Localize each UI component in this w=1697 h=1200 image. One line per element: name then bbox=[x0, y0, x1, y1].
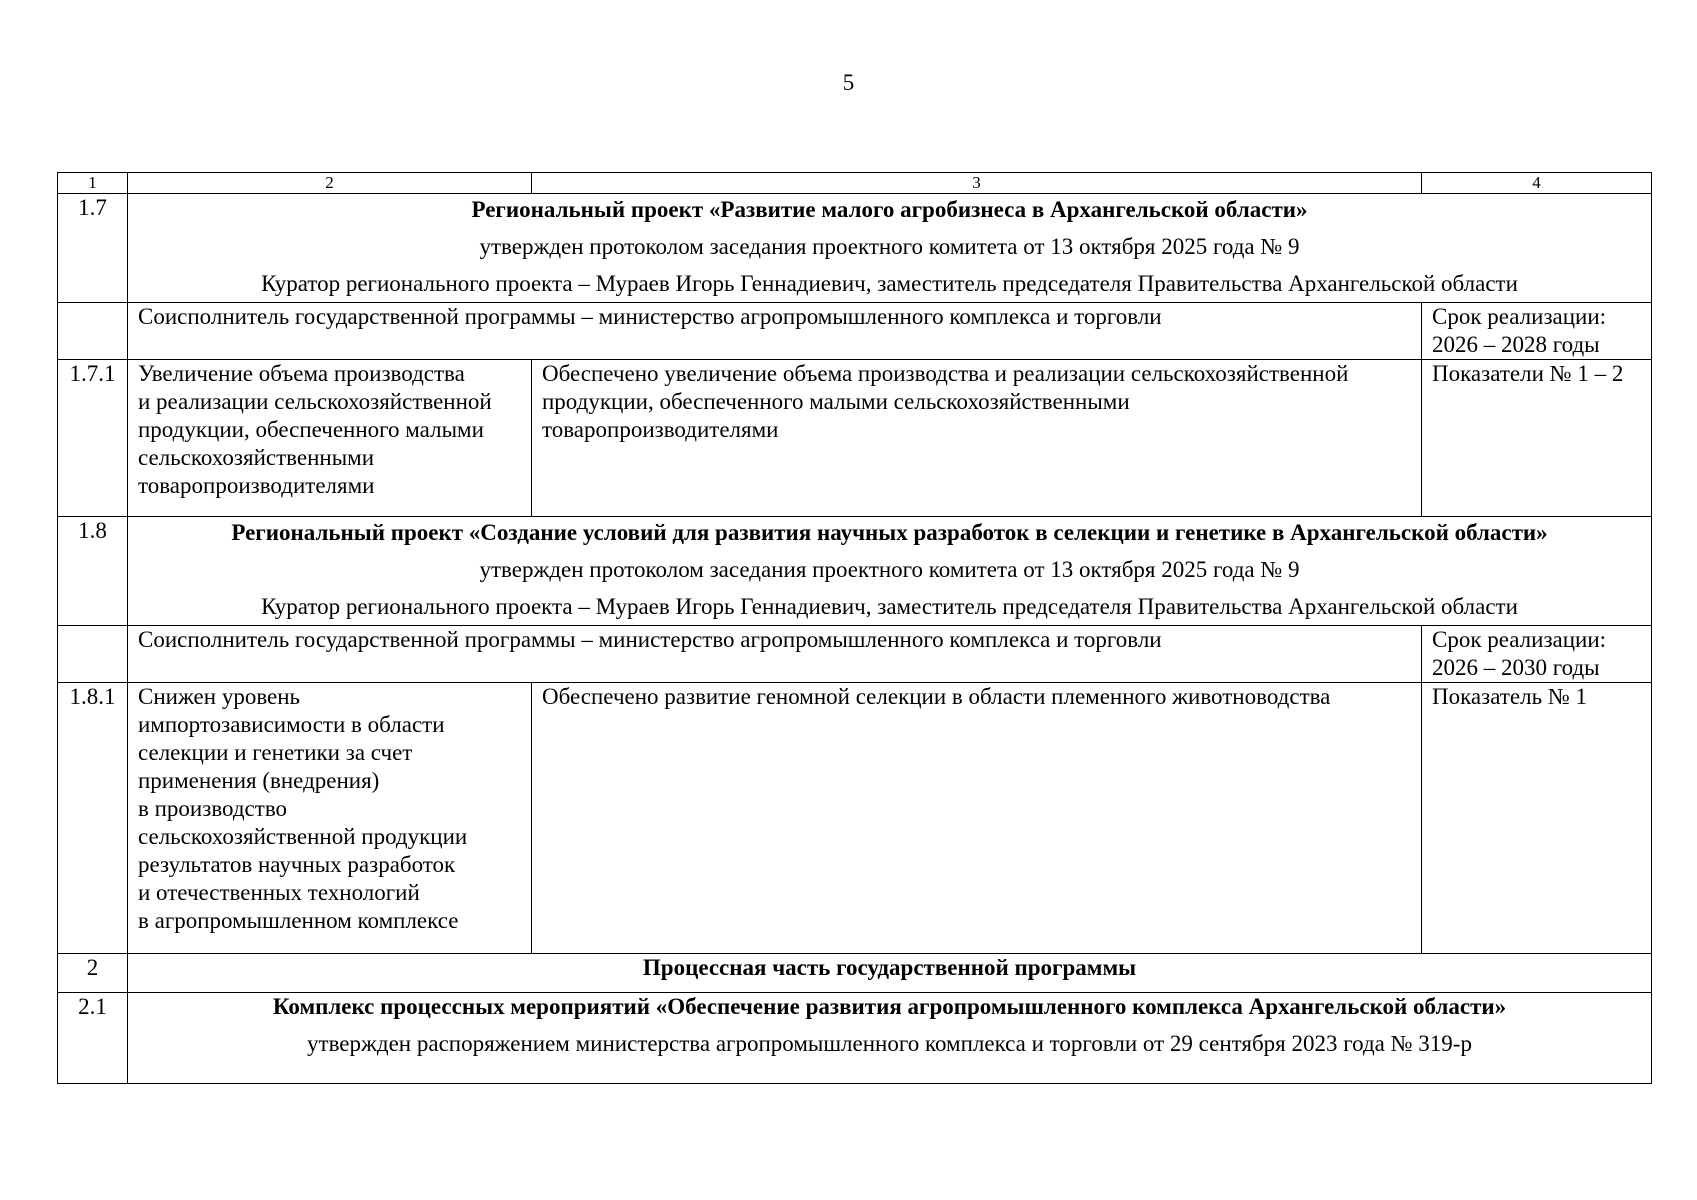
row-number: 2.1 bbox=[58, 993, 128, 1084]
term-label: Срок реализации: bbox=[1432, 304, 1607, 329]
task-line: результатов научных разработок bbox=[138, 852, 456, 877]
task-line: продукции, обеспеченного малыми bbox=[138, 417, 484, 442]
row-number: 1.7.1 bbox=[58, 360, 128, 517]
result-line: продукции, обеспеченного малыми сельскохозяйственными bbox=[542, 389, 1130, 414]
task-line: сельскохозяйственной продукции bbox=[138, 824, 468, 849]
project-curator: Куратор регионального проекта – Мураев Игорь Геннадиевич, заместитель председателя Правительства Архангельской области bbox=[261, 594, 1518, 619]
task-line: товаропроизводителями bbox=[138, 473, 375, 498]
complex-header-cell bbox=[128, 993, 1652, 1084]
project-title: Региональный проект «Развитие малого агробизнеса в Архангельской области» bbox=[471, 197, 1308, 222]
indicators-text: Показатели № 1 – 2 bbox=[1422, 360, 1652, 517]
coexecutor-row bbox=[58, 626, 1652, 683]
term-label: Срок реализации: bbox=[1432, 627, 1607, 652]
task-line: и реализации сельскохозяйственной bbox=[138, 389, 492, 414]
coexecutor-text: Соисполнитель государственной программы – министерство агропромышленного комплекса и торговли bbox=[128, 626, 1422, 683]
column-number-3: 3 bbox=[532, 173, 1422, 194]
project-approval: утвержден протоколом заседания проектного комитета от 13 октября 2025 года № 9 bbox=[479, 234, 1300, 259]
task-line: применения (внедрения) bbox=[138, 768, 380, 793]
project-1-7-row bbox=[58, 194, 1652, 303]
project-header-cell bbox=[128, 517, 1652, 626]
result-text: Обеспечено развитие геномной селекции в области племенного животноводства bbox=[532, 683, 1422, 954]
coexecutor-text: Соисполнитель государственной программы – министерство агропромышленного комплекса и торговли bbox=[128, 303, 1422, 360]
row-number: 2 bbox=[58, 954, 128, 993]
column-number-row bbox=[58, 173, 1652, 194]
task-row bbox=[58, 683, 1652, 954]
project-title: Региональный проект «Создание условий для развития научных разработок в селекции и генетике в Архангельской области» bbox=[231, 520, 1548, 545]
complex-title: Комплекс процессных мероприятий «Обеспечение развития агропромышленного комплекса Архангельской области» bbox=[272, 994, 1507, 1019]
row-number: 1.8.1 bbox=[58, 683, 128, 954]
task-line: импортозависимости в области bbox=[138, 712, 445, 737]
section-title: Процессная часть государственной программы bbox=[128, 954, 1652, 993]
coexecutor-row bbox=[58, 303, 1652, 360]
column-number-1: 1 bbox=[58, 173, 128, 194]
result-line: товаропроизводителями bbox=[542, 417, 779, 442]
task-text bbox=[128, 360, 532, 517]
term-cell bbox=[1422, 626, 1652, 683]
page-number: 5 bbox=[842, 70, 855, 95]
indicators-text: Показатель № 1 bbox=[1422, 683, 1652, 954]
task-line: в агропромышленном комплексе bbox=[138, 908, 459, 933]
project-header-cell bbox=[128, 194, 1652, 303]
complex-2-1-row bbox=[58, 993, 1652, 1084]
term-value: 2026 – 2028 годы bbox=[1432, 332, 1600, 357]
task-line: Увеличение объема производства bbox=[138, 361, 465, 386]
complex-approval: утвержден распоряжением министерства агропромышленного комплекса и торговли от 29 сентября 2023 года № 319-р bbox=[307, 1031, 1472, 1056]
column-number-4: 4 bbox=[1422, 173, 1652, 194]
task-line: в производство bbox=[138, 796, 288, 821]
task-text bbox=[128, 683, 532, 954]
empty-cell bbox=[58, 303, 128, 360]
row-number: 1.8 bbox=[58, 517, 128, 626]
project-approval: утвержден протоколом заседания проектного комитета от 13 октября 2025 года № 9 bbox=[479, 557, 1300, 582]
result-line: Обеспечено увеличение объема производства и реализации сельскохозяйственной bbox=[542, 361, 1349, 386]
column-number-2: 2 bbox=[128, 173, 532, 194]
task-line: сельскохозяйственными bbox=[138, 445, 375, 470]
term-value: 2026 – 2030 годы bbox=[1432, 655, 1600, 680]
program-table bbox=[57, 172, 1652, 1084]
task-line: селекции и генетики за счет bbox=[138, 740, 413, 765]
project-curator: Куратор регионального проекта – Мураев Игорь Геннадиевич, заместитель председателя Правительства Архангельской области bbox=[261, 271, 1518, 296]
task-row bbox=[58, 360, 1652, 517]
term-cell bbox=[1422, 303, 1652, 360]
section-2-row bbox=[58, 954, 1652, 993]
task-line: и отечественных технологий bbox=[138, 880, 420, 905]
project-1-8-row bbox=[58, 517, 1652, 626]
task-line: Снижен уровень bbox=[138, 684, 301, 709]
result-text bbox=[532, 360, 1422, 517]
empty-cell bbox=[58, 626, 128, 683]
row-number: 1.7 bbox=[58, 194, 128, 303]
